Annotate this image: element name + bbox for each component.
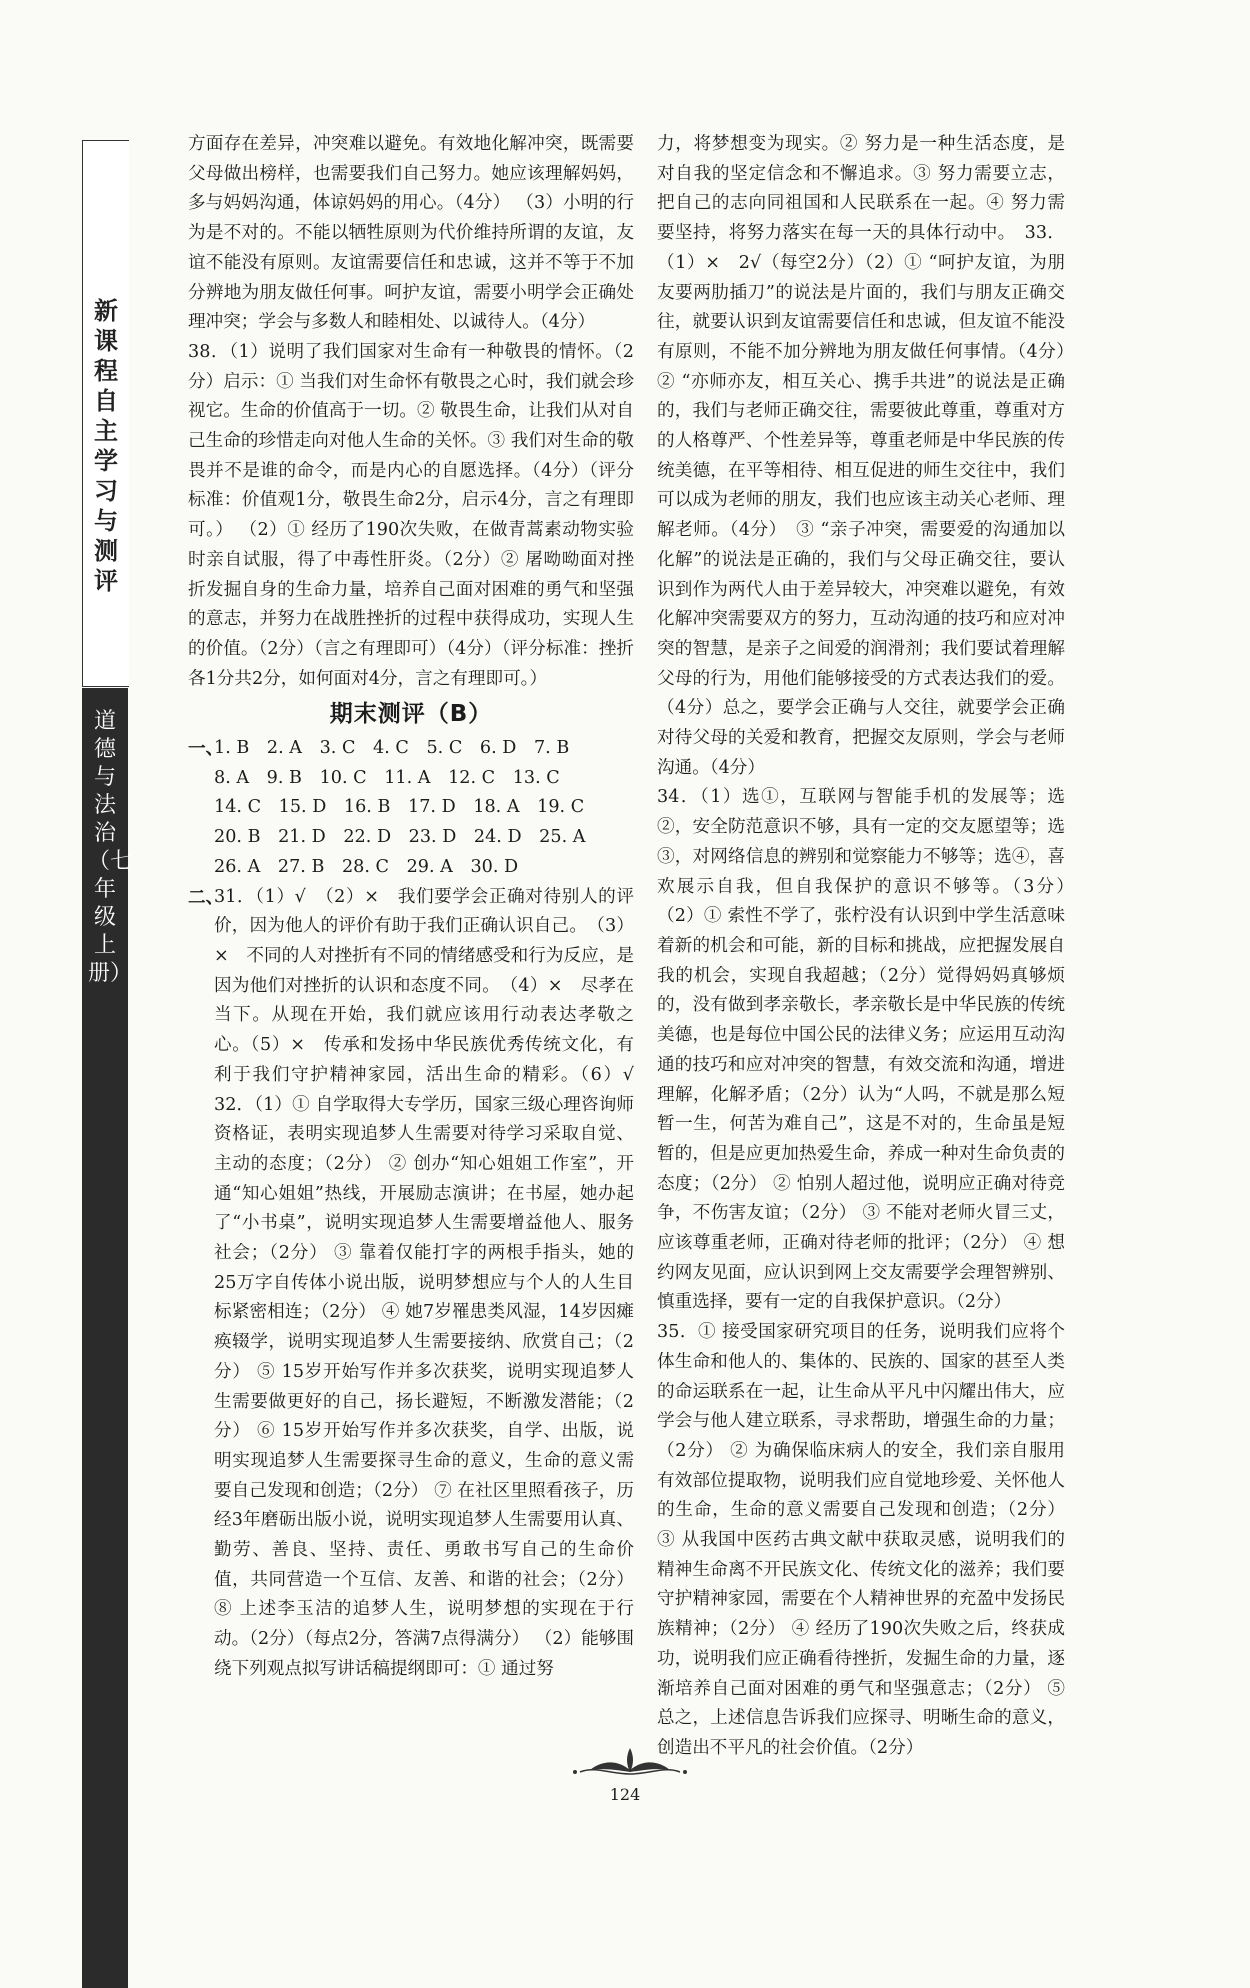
left-column [188, 130, 652, 1685]
answer-38: 38．（1）说明了我们国家对生命有一种敬畏的情怀。（2分）启示：① 当我们对生命怀有敬畏之心时，我们就会珍视它。生命的价值高于一切。② 敬畏生命，让我们从对自己生命的珍惜走向对他人生命的关怀。③ 我们对生命的敬畏并不是谁的命令，而是内心的自愿选择。（4分）（评分标准：价值观1分，敬畏生命2分，启示4分，言之有理即可。） （2）① 经历了190次失败，在做青蒿素动物实验时亲自试服，得了中毒性肝炎。（2分）② 屠呦呦面对挫折发掘自身的生命力量，培养自己面对困难的勇气和坚强的意志，并努力在战胜挫折的过程中获得成功，实现人生的价值。（2分）（言之有理即可）（4分）（评分标准：挫折各1分共2分，如何面对4分，言之有理即可。） [188, 341, 634, 689]
mc-line: 14. C 15. D 16. B 17. D 18. A 19. C [214, 797, 585, 818]
mc-line: 20. B 21. D 22. D 23. D 24. D 25. A [214, 827, 586, 848]
answer-37-continued: 方面存在差异，冲突难以避免。有效地化解冲突，既需要父母做出榜样，也需要我们自己努力。她应该理解妈妈，多与妈妈沟通，体谅妈妈的用心。（4分） （3）小明的行为是不对的。不能以牺牲原则为代价维持所谓的友谊，友谊不能没有原则。友谊需要信任和忠诚，这并不等于不加分辨地为朋友做任何事。呵护友谊，需要小明学会正确处理冲突；学会与多数人和睦相处、以诚待人。（4分） [188, 134, 634, 333]
series-tab [82, 140, 129, 687]
page-number: 124 [609, 1785, 641, 1804]
series-title: 新课程自主学习与测评 [94, 297, 118, 595]
multiple-choice-answers [188, 734, 634, 883]
part-one-lead: 一、 [188, 738, 224, 760]
answers-32-33: 力，将梦想变为现实。② 努力是一种生活态度，是对自我的坚定信念和不懈追求。③ 努力需要立志，把自己的志向同祖国和人民联系在一起。④ 努力需要坚持，将努力落实在每一天的具体行动中。 33．（1）× 2√（每空2分）（2）① “呵护友谊，为朋友要两肋插刀”的说法是片面的，我们与朋友正确交往，就要认识到友谊需要信任和忠诚，但友谊不能没有原则，不能不加分辨地为朋友做任何事情。（4分） ② “亦师亦友，相互关心、携手共进”的说法是正确的，我们与老师正确交往，需要彼此尊重，尊重对方的人格尊严、个性差异等，尊重老师是中华民族的传统美德，在平等相待、相互促进的师生交往中，我们可以成为老师的朋友，我们也应该主动关心老师、理解老师。（4分） ③ “亲子冲突，需要爱的沟通加以化解”的说法是正确的，我们与父母正确交往，要认识到作为两代人由于差异较大，冲突难以避免，有效化解冲突需要双方的努力，互动沟通的技巧和应对冲突的智慧，是亲子之间爱的润滑剂；我们要试着理解父母的行为，用他们能够接受的方式表达我们的爱。（4分）总之，要学会正确与人交往，就要学会正确对待父母的关爱和教育，把握交友原则，学会与老师沟通。（4分） [657, 134, 1083, 778]
mc-line: 1. B 2. A 3. C 4. C 5. C 6. D 7. B [214, 738, 570, 759]
subject-title: 道德与法治（七年级上册） [88, 709, 133, 986]
section-title: 期末测评（B） [329, 701, 493, 728]
right-column [657, 130, 1083, 1764]
mc-line: 26. A 27. B 28. C 29. A 30. D [214, 856, 519, 877]
mc-line: 8. A 9. B 10. C 11. A 12. C 13. C [214, 767, 560, 788]
answers-31-32: 31．（1）√ （2）× 我们要学会正确对待别人的评价，因为他人的评价有助于我们正确认识自己。 （3）× 不同的人对挫折有不同的情绪感受和行为反应，是因为他们对挫折的认识和态度不同。 （4）× 尽孝在当下。从现在开始，我们就应该用行动表达孝敬之心。（5）× 传承和发扬中华民族优秀传统文化，有利于我们守护精神家园，活出生命的精彩。（6）√ 32．（1）① 自学取得大专学历，国家三级心理咨询师资格证，表明实现追梦人生需要对待学习采取自觉、主动的态度；（2分） ② 创办“知心姐姐工作室”，开通“知心姐姐”热线，开展励志演讲；在书屋，她办起了“小书桌”，说明实现追梦人生需要增益他人、服务社会；（2分） ③ 靠着仅能打字的两根手指头，她的25万字自传体小说出版，说明梦想应与个人的人生目标紧密相连；（2分） ④ 她7岁罹患类风湿，14岁因瘫痪辍学，说明实现追梦人生需要接纳、欣赏自己；（2分） ⑤ 15岁开始写作并多次获奖，说明实现追梦人生需要做更好的自己，扬长避短，不断激发潜能；（2分） ⑥ 15岁开始写作并多次获奖，自学、出版，说明实现追梦人生需要探寻生命的意义，生命的意义需要自己发现和创造；（2分） ⑦ 在社区里照看孩子，历经3年磨砺出版小说，说明实现追梦人生需要用认真、勤劳、善良、坚持、责任、勇敢书写自己的生命价值，共同营造一个互信、友善、和谐的社会；（2分） ⑧ 上述李玉洁的追梦人生，说明梦想的实现在于行动。（2分）（每点2分，答满7点得满分） （2）能够围绕下列观点拟写讲话稿提纲即可：① 通过努 [214, 886, 652, 1679]
answer-35: 35．① 接受国家研究项目的任务，说明我们应将个体生命和他人的、集体的、民族的、国家的甚至人类的命运联系在一起，让生命从平凡中闪耀出伟大，应学会与他人建立联系，寻求帮助，增强生命的力量；（2分） ② 为确保临床病人的安全，我们亲自服用有效部位提取物，说明我们应自觉地珍爱、关怀他人的生命，生命的意义需要自己发现和创造；（2分） ③ 从我国中医药古典文献中获取灵感，说明我们的精神生命离不开民族文化、传统文化的滋养；我们要守护精神家园，需要在个人精神世界的充盈中发扬民族精神；（2分） ④ 经历了190次失败之后，终获成功，说明我们应正确看待挫折，发掘生命的力量，逐渐培养自己面对困难的勇气和坚强意志；（2分） ⑤ 总之，上述信息告诉我们应探寻、明晰生命的意义，创造出不平凡的社会价值。（2分） [657, 1322, 1065, 1758]
floral-ornament-icon [560, 1740, 700, 1780]
part-two-lead: 二、 [188, 886, 224, 908]
part-two [188, 883, 652, 1685]
answer-34: 34．（1）选①，互联网与智能手机的发展等；选②，安全防范意识不够，具有一定的交友愿望等；选③，对网络信息的辨别和觉察能力不够等；选④，喜欢展示自我，但自我保护的意识不够等。（3分） （2）① 索性不学了，张柠没有认识到中学生活意味着新的机会和可能，新的目标和挑战，应把握发展自我的机会，实现自我超越；（2分）觉得妈妈真够烦的，没有做到孝亲敬长，孝亲敬长是中华民族的传统美德，也是每位中国公民的法律义务；应运用互动沟通的技巧和应对冲突的智慧，有效交流和沟通，增进理解，化解矛盾；（2分）认为“人吗，不就是那么短暂一生，何苦为难自己”，这是不对的，生命虽是短暂的，但是应更加热爱生命，养成一种对生命负责的态度；（2分） ② 怕别人超过他，说明应正确对待竞争，不伤害友谊；（2分） ③ 不能对老师火冒三丈，应该尊重老师，正确对待老师的批评；（2分） ④ 想约网友见面，应认识到网上交友需要学会理智辨别、慎重选择，要有一定的自我保护意识。（2分） [657, 787, 1083, 1313]
